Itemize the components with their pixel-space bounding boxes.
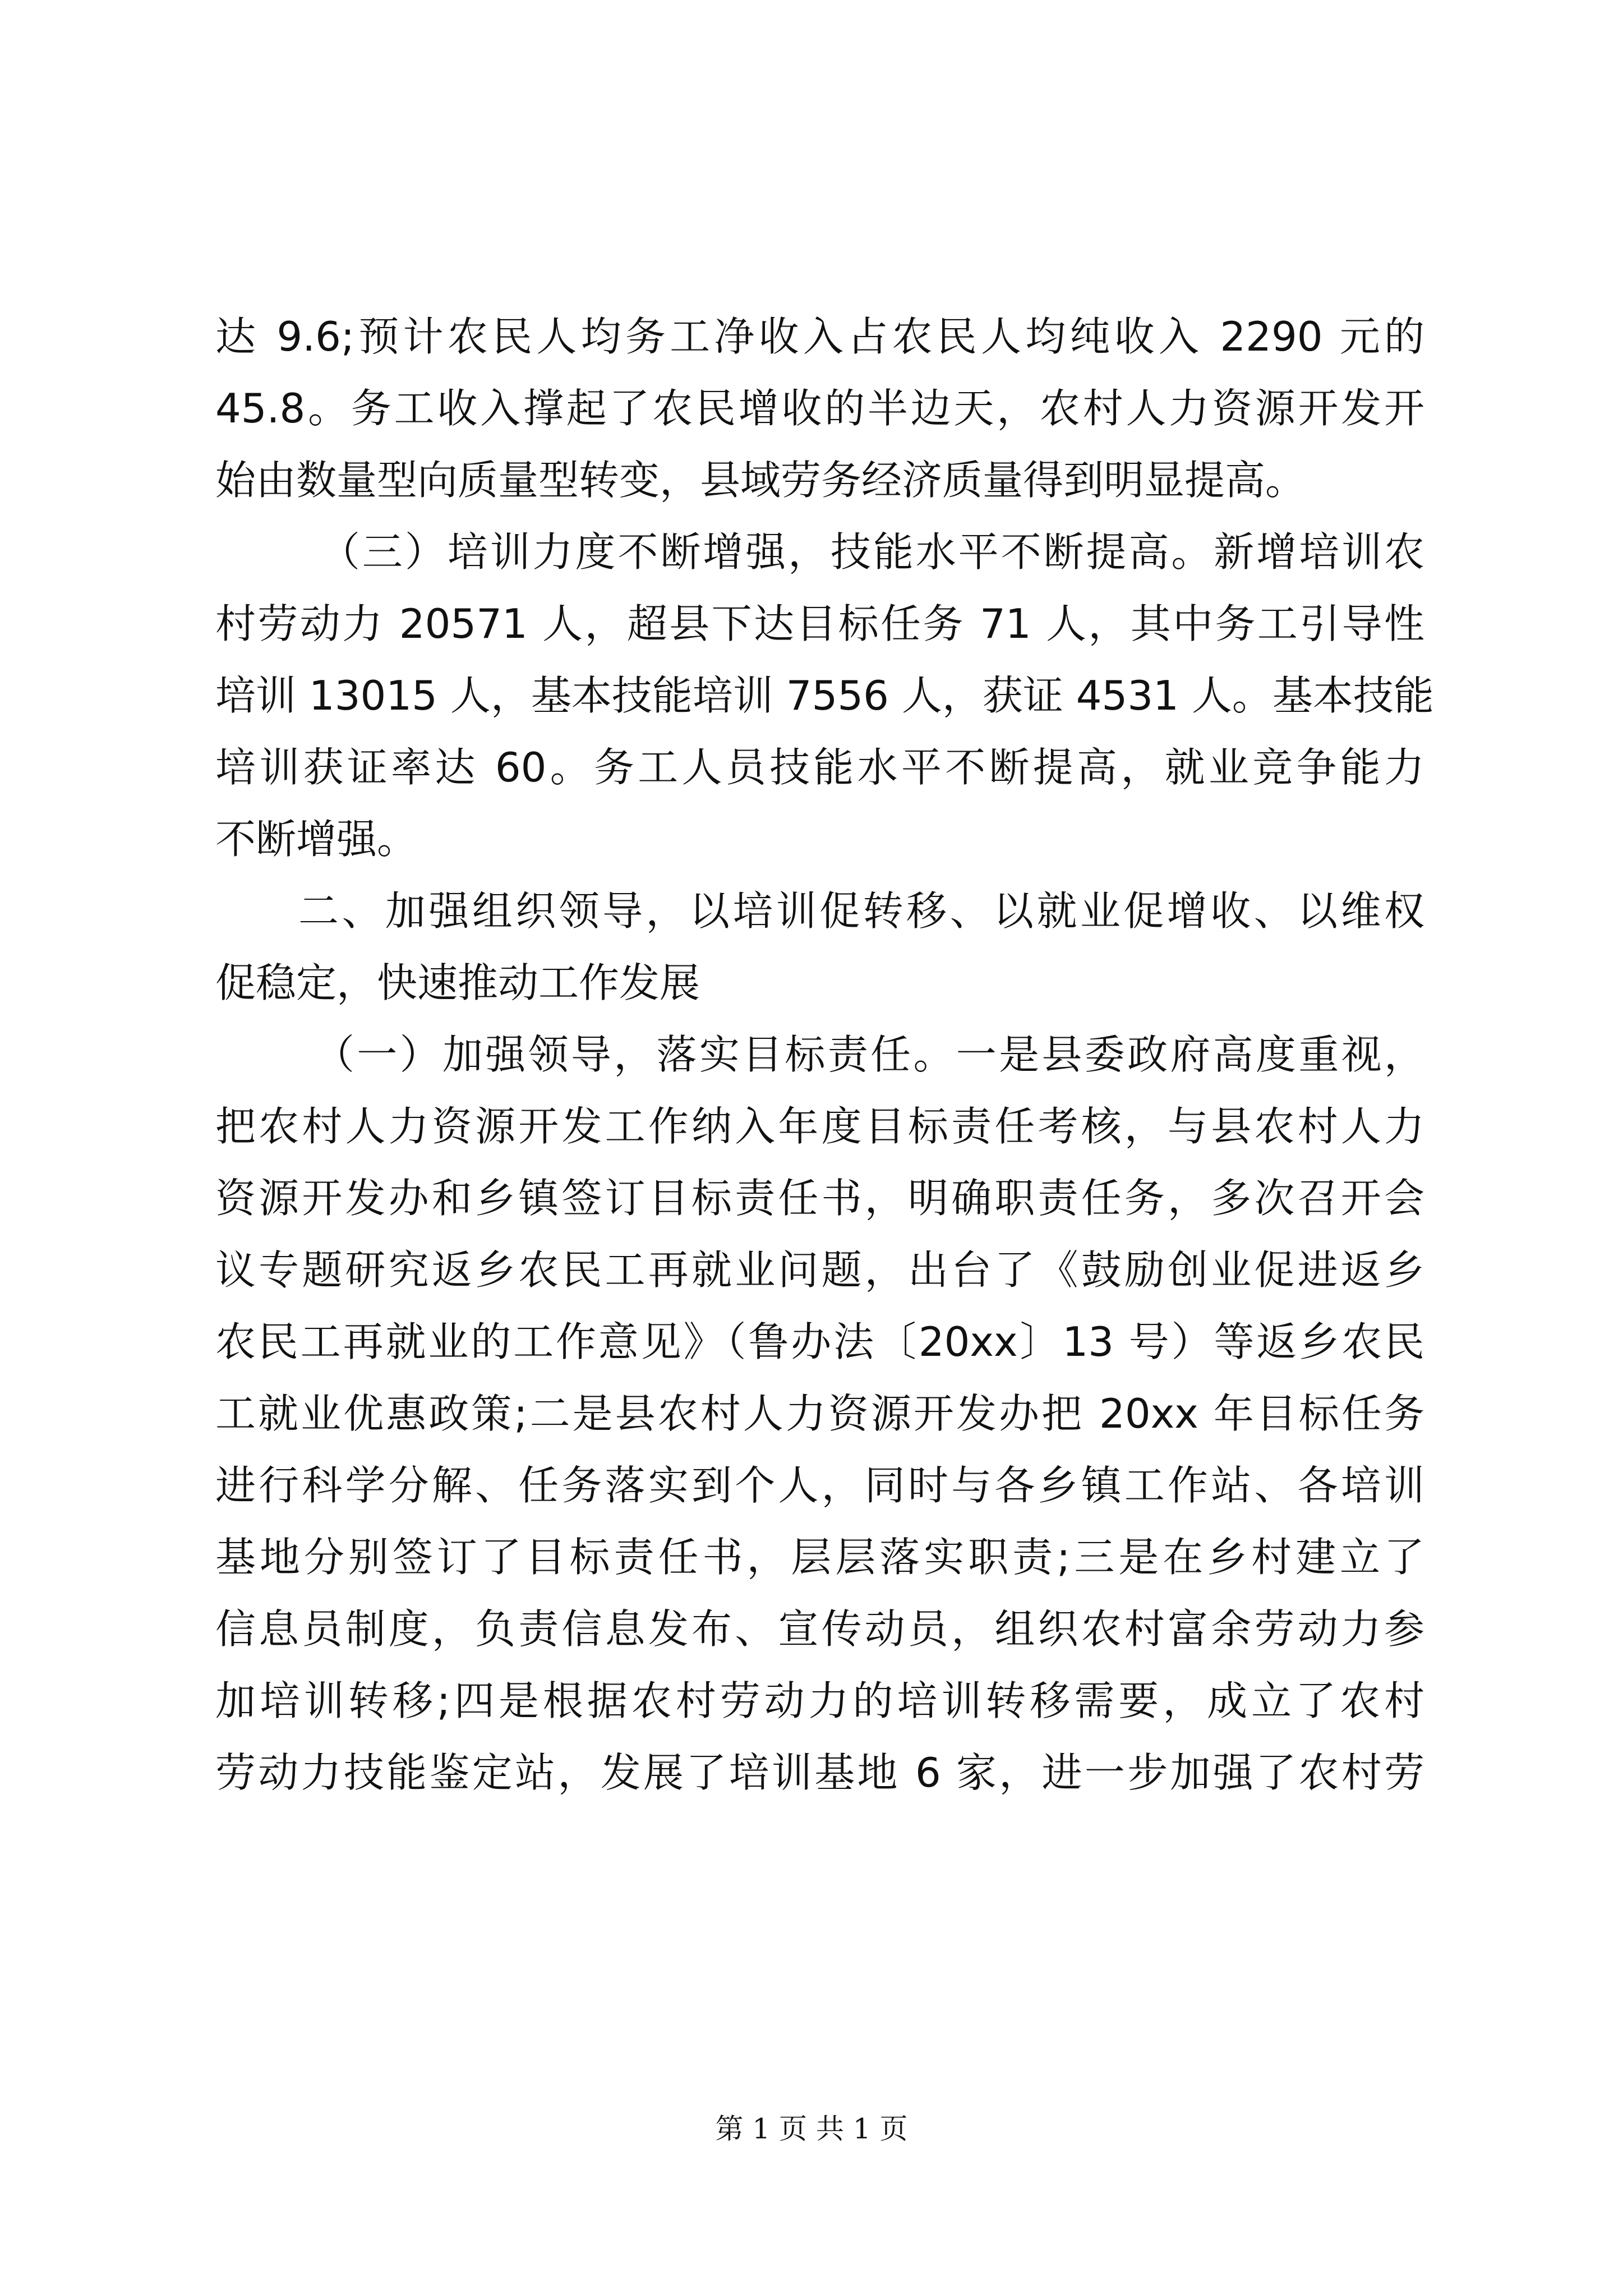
text-line: 培训获证率达 60。务工人员技能水平不断提高，就业竞争能力 bbox=[215, 744, 1424, 791]
page-number-footer: 第 1 页 共 1 页 bbox=[715, 2113, 908, 2145]
text-line: 始由数量型向质量型转变，县域劳务经济质量得到明显提高。 bbox=[215, 457, 1306, 504]
section-heading-line: 促稳定，快速推动工作发展 bbox=[215, 959, 700, 1006]
text-line: 议专题研究返乡农民工再就业问题，出台了《鼓励创业促进返乡 bbox=[215, 1246, 1424, 1294]
text-line: 不断增强。 bbox=[215, 816, 418, 863]
section-heading-line: 二、加强组织领导，以培训促转移、以就业促增收、以维权 bbox=[298, 887, 1424, 935]
text-line: 培训 13015 人，基本技能培训 7556 人，获证 4531 人。基本技能 bbox=[215, 672, 1434, 719]
text-line: 加培训转移;四是根据农村劳动力的培训转移需要，成立了农村 bbox=[215, 1677, 1424, 1724]
text-line: 信息员制度，负责信息发布、宣传动员，组织农村富余劳动力参 bbox=[215, 1605, 1424, 1653]
text-line: 进行科学分解、任务落实到个人，同时与各乡镇工作站、各培训 bbox=[215, 1462, 1424, 1509]
text-line: （三）培训力度不断增强，技能水平不断提高。新增培训农 bbox=[320, 528, 1424, 576]
text-line: 农民工再就业的工作意见》（鲁办法〔20xx〕13 号）等返乡农民 bbox=[215, 1318, 1424, 1365]
text-line: 村劳动力 20571 人，超县下达目标任务 71 人，其中务工引导性 bbox=[215, 600, 1424, 647]
text-line: 劳动力技能鉴定站，发展了培训基地 6 家，进一步加强了农村劳 bbox=[215, 1749, 1424, 1796]
text-line: 基地分别签订了目标责任书，层层落实职责;三是在乡村建立了 bbox=[215, 1534, 1424, 1581]
text-line: 资源开发办和乡镇签订目标责任书，明确职责任务，多次召开会 bbox=[215, 1175, 1424, 1222]
text-line: （一）加强领导，落实目标责任。一是县委政府高度重视， bbox=[314, 1031, 1424, 1078]
text-line: 工就业优惠政策;二是县农村人力资源开发办把 20xx 年目标任务 bbox=[215, 1390, 1424, 1437]
text-line: 把农村人力资源开发工作纳入年度目标责任考核，与县农村人力 bbox=[215, 1103, 1424, 1150]
text-line: 45.8。务工收入撑起了农民增收的半边天，农村人力资源开发开 bbox=[215, 385, 1424, 432]
text-line: 达 9.6;预计农民人均务工净收入占农民人均纯收入 2290 元的 bbox=[215, 313, 1424, 360]
